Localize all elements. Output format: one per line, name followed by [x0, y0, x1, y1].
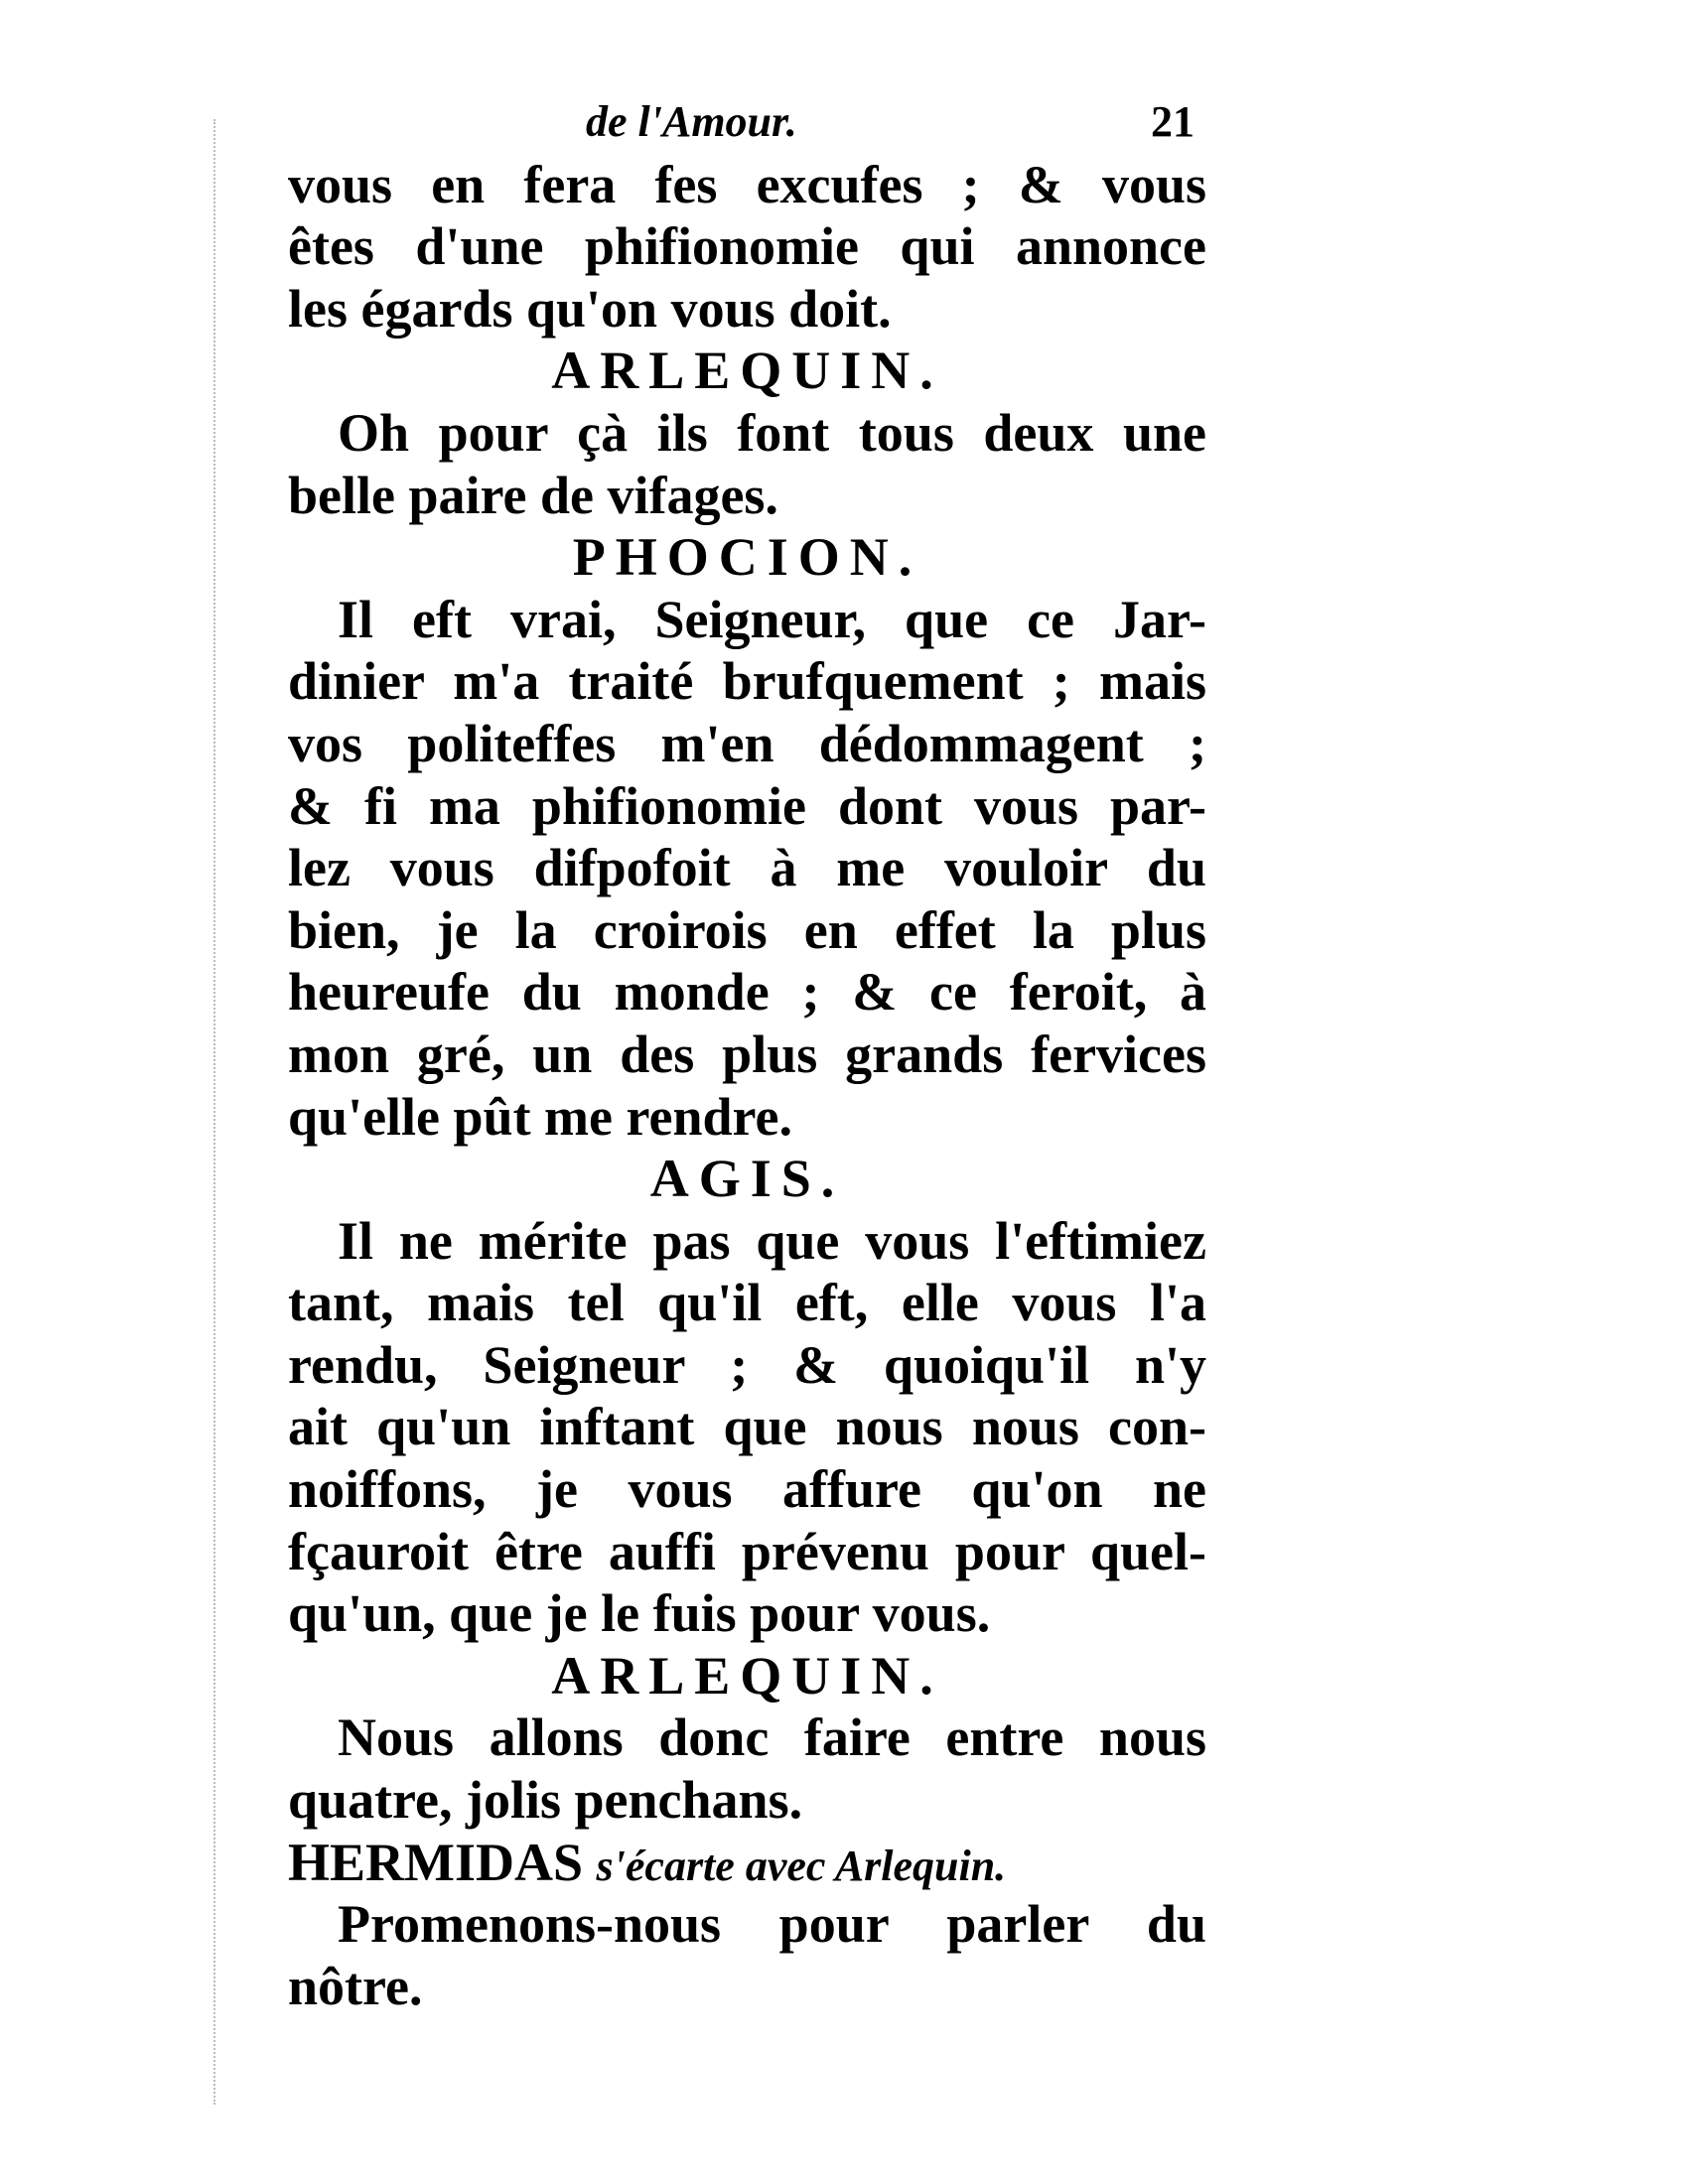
text-line: ait qu'un inftant que nous nous con- [288, 1397, 1206, 1457]
text-line: mon gré, un des plus grands fervices [288, 1024, 1206, 1084]
text-line: êtes d'une phifionomie qui annonce [288, 216, 1206, 277]
text-line: rendu, Seigneur ; & quoiqu'il n'y [288, 1334, 1206, 1395]
text-line: & fi ma phifionomie dont vous par- [288, 775, 1206, 836]
speaker-name: ARLEQUIN. [551, 1645, 943, 1706]
text-line: Oh pour çà ils font tous deux une [338, 402, 1206, 463]
text-line: dinier m'a traité brufquement ; mais [288, 651, 1206, 712]
text-line: Il ne mérite pas que vous l'eftimiez [338, 1210, 1206, 1271]
text-line: noiffons, je vous affure qu'on ne [288, 1459, 1206, 1520]
text-line: qu'un, que je le fuis pour vous. [288, 1583, 991, 1644]
text-line: Il eft vrai, Seigneur, que ce Jar- [338, 589, 1206, 649]
speaker-name: ARLEQUIN. [551, 341, 943, 401]
text-line: fçauroit être auffi prévenu pour quel- [288, 1521, 1206, 1581]
book-page [288, 91, 1206, 2017]
running-header [288, 91, 1206, 154]
speaker-name: HERMIDAS [288, 1832, 584, 1892]
stage-direction-line [288, 1832, 1206, 1894]
text-line: les égards qu'on vous doit. [288, 278, 892, 339]
stage-direction: s'écarte avec Arlequin. [596, 1841, 1007, 1890]
page-number: 21 [1151, 97, 1195, 146]
text-line: nôtre. [288, 1956, 423, 2016]
text-line: qu'elle pût me rendre. [288, 1086, 792, 1147]
text-line: heureufe du monde ; & ce feroit, à [288, 962, 1206, 1023]
binding-edge [213, 119, 225, 2105]
speaker-name: PHOCION. [572, 527, 922, 588]
running-title: de l'Amour. [586, 97, 797, 146]
text-line: quatre, jolis penchans. [288, 1770, 803, 1831]
text-line: vous en fera fes excufes ; & vous [288, 154, 1206, 214]
text-line: bien, je la croirois en effet la plus [288, 899, 1206, 960]
text-line: Nous allons donc faire entre nous [338, 1707, 1206, 1768]
text-line: belle paire de vifages. [288, 465, 778, 525]
text-line: Promenons-nous pour parler du [338, 1894, 1206, 1955]
speaker-name: AGIS. [649, 1149, 845, 1209]
text-line: vos politeffes m'en dédommagent ; [288, 713, 1206, 773]
text-line: lez vous difpofoit à me vouloir du [288, 838, 1206, 898]
text-line: tant, mais tel qu'il eft, elle vous l'a [288, 1273, 1206, 1333]
